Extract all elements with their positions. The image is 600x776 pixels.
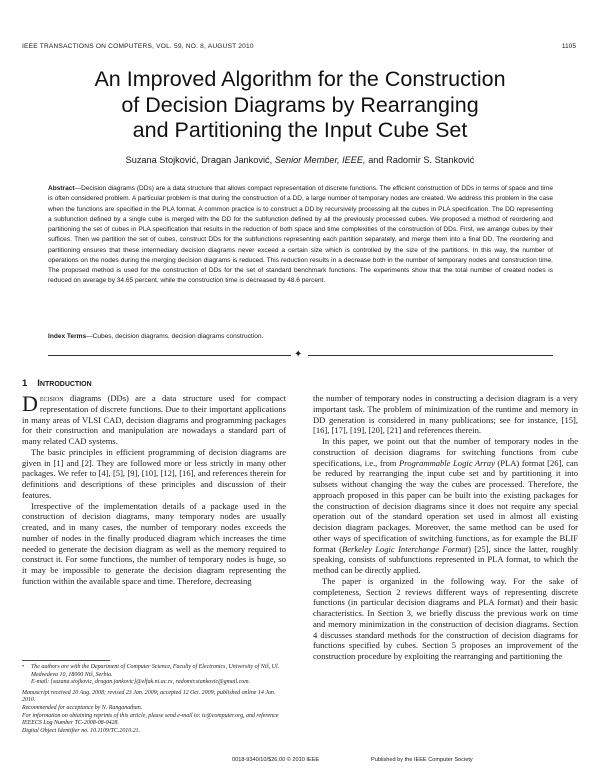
left-column: [22, 393, 286, 587]
title-line-2: of Decision Diagrams by Rearranging: [121, 92, 479, 117]
footnote-emails: E-mail: {suzana.stojkovic, dragan.jankovic}@elfak.ni.ac.rs, radomir.stankovic@gmail.com.: [31, 679, 250, 686]
section-divider-right: [308, 355, 553, 356]
footnote-recommended: Recommended for acceptance by N. Ranganathan.: [22, 704, 143, 711]
footnote-reprints: For information on obtaining reprints of this article, please send e-mail to: tc@computer.org, and reference IEEECS Log Number TC-2008-08-0428.: [22, 712, 279, 727]
running-header-journal: IEEE TRANSACTIONS ON COMPUTERS, VOL. 59, NO. 8, AUGUST 2010: [22, 43, 254, 50]
running-header-page-number: 1105: [561, 43, 576, 50]
paragraph-text: ) [25], since the latter, roughly speaking, consists of subfunctions represented in PLA format, to which the method can be directly applied.: [313, 543, 579, 575]
author-names: Suzana Stojković, Dragan Janković,: [125, 155, 273, 165]
index-terms-text: —Cubes, decision diagrams, decision diagrams construction.: [86, 333, 264, 340]
paragraph-text: (PLA) format [26], can be reduced by rearranging the input cube set and by partitioning it into subsets without changing the way the cubes are processed. Therefore, the approach proposed in this paper can be built into the existing packages for the construction of decision diagrams since it does not require any special operation out of the standard operation set used in almost all existing decision diagram packages. Moreover, the same method can be used for other ways of specification of switching functions, as for example the BLIF format (: [313, 457, 578, 554]
section-divider-left: [48, 355, 291, 356]
index-terms-label: Index Terms: [48, 333, 87, 340]
paragraph-text: diagrams (DDs) are a data structure used for compact representation of discrete functions. Due to their important applications in many areas of VLSI CAD, decision diagrams and programming packages for their construction and manipulation are nowadays a standard part of many related CAD systems.: [22, 393, 286, 446]
paragraph-italic: Programmable Logic Array: [399, 457, 495, 468]
paper-title: [20, 67, 580, 144]
footnote-bullet: •: [22, 664, 25, 670]
abstract-label: Abstract: [48, 185, 75, 192]
paragraph: The basic principles in efficient programming of decision diagrams are given in [1] and [2]. They are followed more or less strictly in many other packages. We refer to [4], [5], [9], [10], [12], [16], and references therein for definitions and descriptions of these principles and discussion of their features.: [22, 446, 286, 500]
section-number: 1: [22, 378, 28, 389]
section-heading: [22, 378, 92, 389]
footnote-received: Manuscript received 20 Aug. 2008; revised 23 Jan. 2009; accepted 12 Oct. 2009; published online 14 Jan. 2010.: [22, 689, 276, 704]
author-membership: Senior Member, IEEE,: [274, 155, 366, 165]
abstract: [48, 184, 553, 287]
footnote-rule: [22, 660, 110, 661]
drop-cap: D: [22, 391, 38, 416]
footnote-affiliation: [31, 664, 286, 687]
author-last: and Radomir S. Stanković: [368, 155, 475, 165]
paragraph: [22, 393, 286, 447]
divider-diamond-icon: ✦: [294, 349, 303, 360]
footer-issn: 0018-9340/10/$26.00 © 2010 IEEE: [232, 757, 320, 763]
drop-cap-word: ecision: [39, 393, 64, 403]
index-terms: [48, 333, 553, 340]
footnote-affiliation-text: The authors are with the Department of Computer Science, Faculty of Electronics, University of Niš, Ul. Medvedeva 10, 18000 Niš, Serbia.: [31, 664, 280, 678]
title-line-1: An Improved Algorithm for the Construction: [94, 67, 506, 91]
right-column: [313, 393, 578, 662]
paragraph: Irrespective of the implementation details of a package used in the construction of decision diagrams, many temporary nodes are usually created, and in many cases, the number of temporary nodes exceeds the number of nodes in the finally produced diagram which increases the time needed to generate the decision diagram as well as the memory required to construct it. For some functions, the number of temporary nodes is huge, so it may be impossible to generate the decision diagram representing the function within the available space and time. Therefore, decreasing: [22, 500, 286, 586]
paragraph: The paper is organized in the following way. For the sake of completeness, Section 2 reviews different ways of representing discrete functions (in particular decision diagrams and PLA format) and their basic characteristics. In Section 3, we briefly discuss the previous work on time and memory minimization in the construction of decision diagrams. Section 4 discusses standard methods for the construction of decision diagrams for functions specified by cubes. Section 5 proposes an improvement of the construction procedure by exploiting the rearranging and partitioning the: [313, 575, 578, 661]
footnotes: [22, 664, 286, 735]
abstract-text: —Decision diagrams (DDs) are a data structure that allows compact representation of discrete functions. The efficient construction of DDs in terms of space and time is often considered problem. A particular problem is that during the construction of a DD, a large number of temporary nodes are created. We address this problem in the case when the functions are specified in the PLA format. A common practice is to construct a DD by recursively processing all the cubes in PLA specification. The DD representing a subfunction defined by a single cube is merged with the DD for the subfunction defined by all the previously processed cubes. We proposed a method of reordering and partitioning the set of cubes in PLA specification that results in the reduction of both space and time complexities of the construction of DDs. First, we arrange cubes by their suffices. Then we partition the set of cubes, construct DDs for the subfunctions representing each partition separately, and merge them into a final DD. The reordering and partitioning ensures that these intermediary decision diagrams never exceed a certain size which is controlled by the size of the partitions. In this way, the number of operations on the nodes during the merging decision diagrams is reduced. This reduction results in a decrease both in the number of temporary nodes and construction time. The proposed method is used for the construction of DDs for the set of standard benchmark functions. The experiments show that the total number of created nodes is reduced on average by 34.65 percent, while the construction time is decreased by 48.6 percent.: [48, 185, 553, 285]
footer-publisher: Published by the IEEE Computer Society: [371, 757, 473, 763]
paragraph-italic: Berkeley Logic Interchange Format: [342, 543, 469, 554]
paragraph: the number of temporary nodes in constructing a decision diagram is a very important task. The problem of minimization of the runtime and memory in DD generation is considered in many publications; see for instance, [15], [16], [17], [19], [20], [21] and references therein.: [313, 393, 578, 436]
paragraph: [313, 436, 578, 576]
footnote-doi: Digital Object Identifier no. 10.1109/TC.2010.21.: [22, 727, 141, 734]
paragraph-text: In this paper, we point out that the number of temporary nodes in the construction of decision diagrams for switching functions from cube specifications, i.e., from: [313, 436, 578, 468]
author-list: [20, 155, 580, 165]
title-line-3: and Partitioning the Input Cube Set: [132, 118, 468, 142]
section-title: Introduction: [37, 378, 92, 389]
